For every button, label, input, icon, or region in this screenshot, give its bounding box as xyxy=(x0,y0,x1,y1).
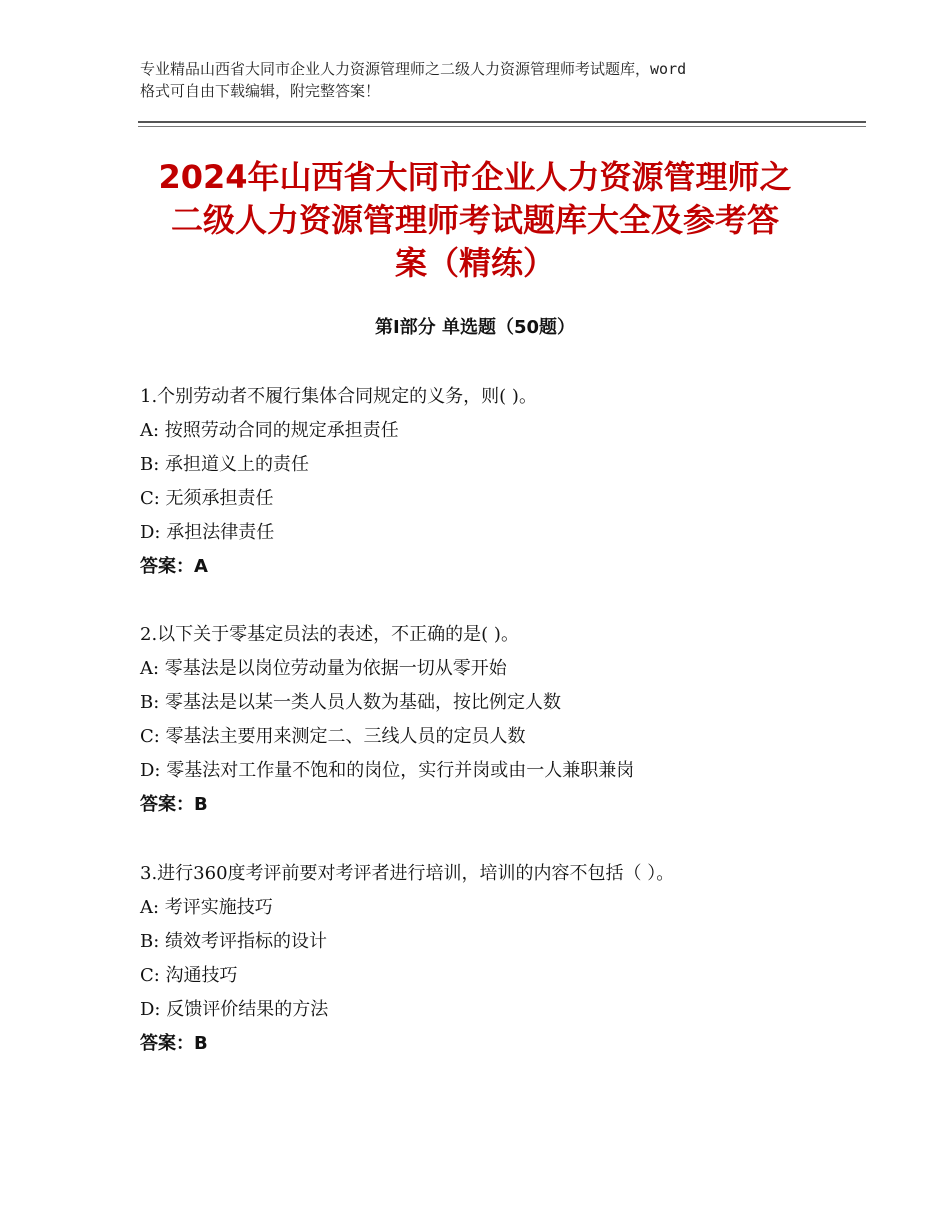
document-title xyxy=(120,156,830,285)
question-option-d: D: 反馈评价结果的方法 xyxy=(140,999,329,1020)
question-stem: 1.个别劳动者不履行集体合同规定的义务，则( )。 xyxy=(140,386,537,407)
question-3 xyxy=(140,857,860,1061)
document-title-line-2: 二级人力资源管理师考试题库大全及参考答 xyxy=(170,201,779,239)
document-title-line-3: 案（精练） xyxy=(394,244,555,282)
question-option-c: C: 沟通技巧 xyxy=(140,965,238,986)
question-answer: 答案：A xyxy=(140,556,208,577)
question-stem: 3.进行360度考评前要对考评者进行培训，培训的内容不包括（ ）。 xyxy=(140,863,675,884)
question-answer: 答案：B xyxy=(140,1033,208,1054)
question-option-d: D: 承担法律责任 xyxy=(140,522,275,543)
header-note-line-2: 格式可自由下载编辑，附完整答案！ xyxy=(140,82,381,100)
question-2 xyxy=(140,618,860,822)
question-answer: 答案：B xyxy=(140,794,208,815)
question-option-b: B: 承担道义上的责任 xyxy=(140,454,310,475)
question-1 xyxy=(140,380,860,584)
question-option-a: A: 考评实施技巧 xyxy=(140,897,273,918)
header-divider-thin xyxy=(138,126,866,127)
question-stem: 2.以下关于零基定员法的表述，不正确的是( )。 xyxy=(140,624,519,645)
question-option-c: C: 无须承担责任 xyxy=(140,488,274,509)
question-option-c: C: 零基法主要用来测定二、三线人员的定员人数 xyxy=(140,726,526,747)
header-note-line-1: 专业精品山西省大同市企业人力资源管理师之二级人力资源管理师考试题库，word xyxy=(140,60,687,78)
question-option-d: D: 零基法对工作量不饱和的岗位，实行并岗或由一人兼职兼岗 xyxy=(140,760,635,781)
header-note xyxy=(140,58,830,102)
question-option-a: A: 零基法是以岗位劳动量为依据一切从零开始 xyxy=(140,658,507,679)
section-title: 第Ⅰ部分 单选题（50题） xyxy=(374,317,575,338)
document-title-line-1: 2024年山西省大同市企业人力资源管理师之 xyxy=(158,158,792,196)
question-option-a: A: 按照劳动合同的规定承担责任 xyxy=(140,420,399,441)
question-option-b: B: 零基法是以某一类人员人数为基础，按比例定人数 xyxy=(140,692,562,713)
header-divider-thick xyxy=(138,121,866,123)
question-option-b: B: 绩效考评指标的设计 xyxy=(140,931,328,952)
